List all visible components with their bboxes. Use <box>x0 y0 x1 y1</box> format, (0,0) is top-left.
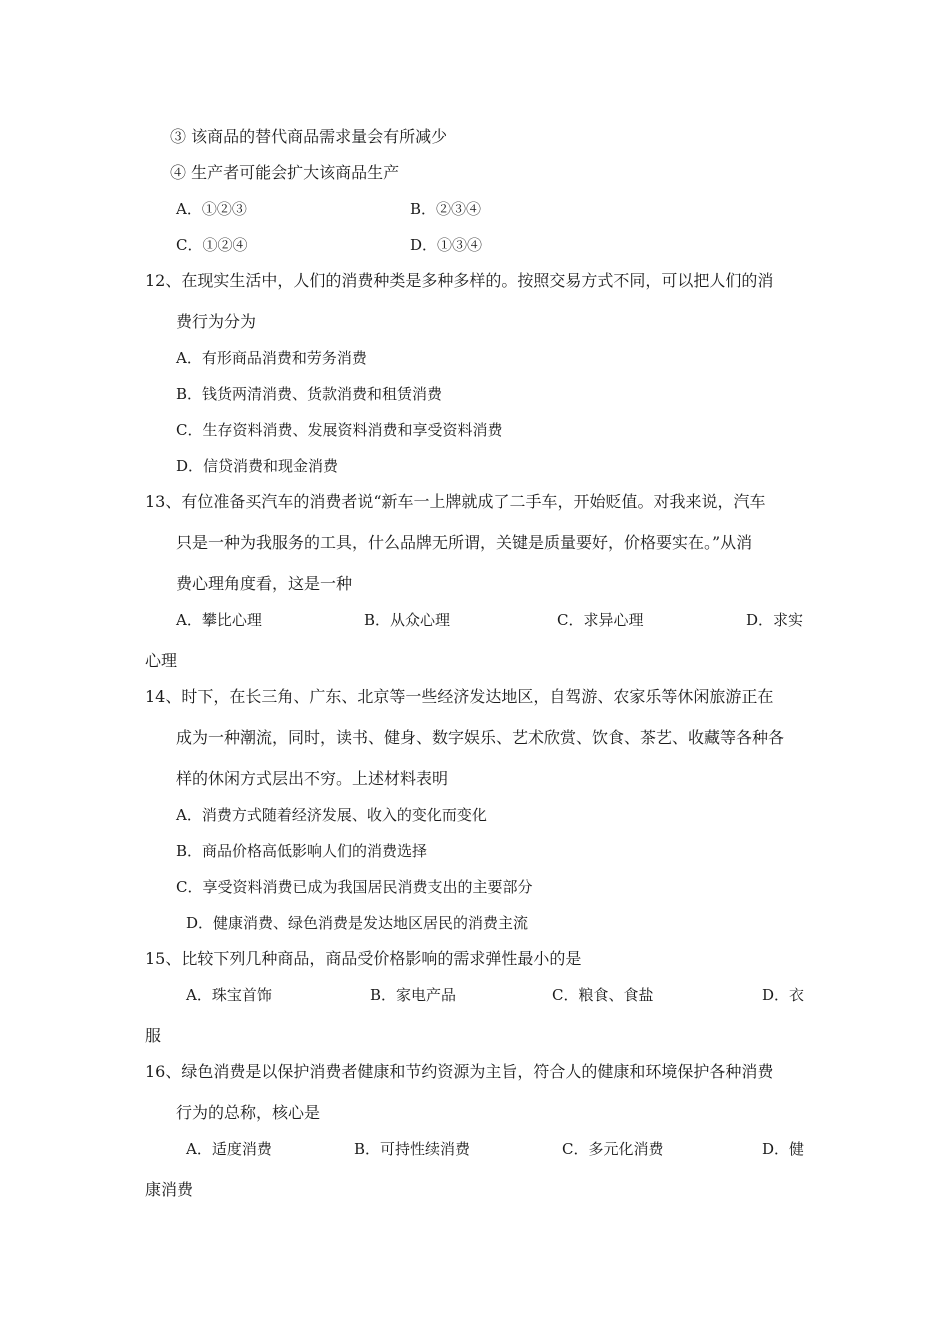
q13-option-d: D．求实 <box>746 611 804 629</box>
q11-option-a: A．①②③ <box>176 200 247 218</box>
q11-statement-4: ④ 生产者可能会扩大该商品生产 <box>170 163 400 182</box>
q14-stem-line-2: 成为一种潮流，同时，读书、健身、数字娱乐、艺术欣赏、饮食、茶艺、收藏等各种各 <box>176 728 785 747</box>
q12-option-a: A．有形商品消费和劳务消费 <box>176 349 367 367</box>
q16-option-d: D．健 <box>762 1140 805 1158</box>
q11-option-b: B．②③④ <box>410 200 482 218</box>
q14-stem-line-1: 14、时下，在长三角、广东、北京等一些经济发达地区，自驾游、农家乐等休闲旅游正在 <box>145 687 774 706</box>
q15-option-d-continued: 服 <box>145 1026 162 1045</box>
q13-option-a: A．攀比心理 <box>176 611 262 629</box>
q14-option-d: D．健康消费、绿色消费是发达地区居民的消费主流 <box>186 914 529 932</box>
q16-stem-line-2: 行为的总称，核心是 <box>176 1103 321 1122</box>
q16-option-c: C．多元化消费 <box>562 1140 664 1158</box>
q13-stem-line-1: 13、有位准备买汽车的消费者说“新车一上牌就成了二手车，开始贬值。对我来说，汽车 <box>145 492 766 511</box>
q14-stem-line-3: 样的休闲方式层出不穷。上述材料表明 <box>176 769 449 788</box>
q16-option-d-continued: 康消费 <box>145 1180 194 1199</box>
q14-option-a: A．消费方式随着经济发展、收入的变化而变化 <box>176 806 487 824</box>
q15-option-b: B．家电产品 <box>370 986 457 1004</box>
q12-option-d: D．信贷消费和现金消费 <box>176 457 339 475</box>
q15-option-c: C．粮食、食盐 <box>552 986 654 1004</box>
q13-stem-line-2: 只是一种为我服务的工具，什么品牌无所谓，关键是质量要好，价格要实在。”从消 <box>176 533 753 552</box>
q12-option-c: C．生存资料消费、发展资料消费和享受资料消费 <box>176 421 503 439</box>
q13-stem-line-3: 费心理角度看，这是一种 <box>176 574 353 593</box>
q16-option-b: B．可持性续消费 <box>354 1140 471 1158</box>
q14-option-c: C．享受资料消费已成为我国居民消费支出的主要部分 <box>176 878 533 896</box>
q15-option-a: A．珠宝首饰 <box>186 986 272 1004</box>
q11-statement-3: ③ 该商品的替代商品需求量会有所减少 <box>170 127 448 146</box>
q15-option-d: D．衣 <box>762 986 805 1004</box>
q12-option-b: B．钱货两清消费、货款消费和租赁消费 <box>176 385 443 403</box>
q11-option-d: D．①③④ <box>410 236 483 254</box>
q13-option-c: C．求异心理 <box>557 611 644 629</box>
q15-stem-line-1: 15、比较下列几种商品，商品受价格影响的需求弹性最小的是 <box>145 949 582 968</box>
q13-option-b: B．从众心理 <box>364 611 451 629</box>
q16-stem-line-1: 16、绿色消费是以保护消费者健康和节约资源为主旨，符合人的健康和环境保护各种消费 <box>145 1062 774 1081</box>
q11-option-c: C．①②④ <box>176 236 248 254</box>
q13-option-d-continued: 心理 <box>145 651 178 670</box>
q12-stem-line-2: 费行为分为 <box>176 312 257 331</box>
q12-stem-line-1: 12、在现实生活中，人们的消费种类是多种多样的。按照交易方式不同，可以把人们的消 <box>145 271 774 290</box>
q14-option-b: B．商品价格高低影响人们的消费选择 <box>176 842 428 860</box>
q16-option-a: A．适度消费 <box>186 1140 272 1158</box>
